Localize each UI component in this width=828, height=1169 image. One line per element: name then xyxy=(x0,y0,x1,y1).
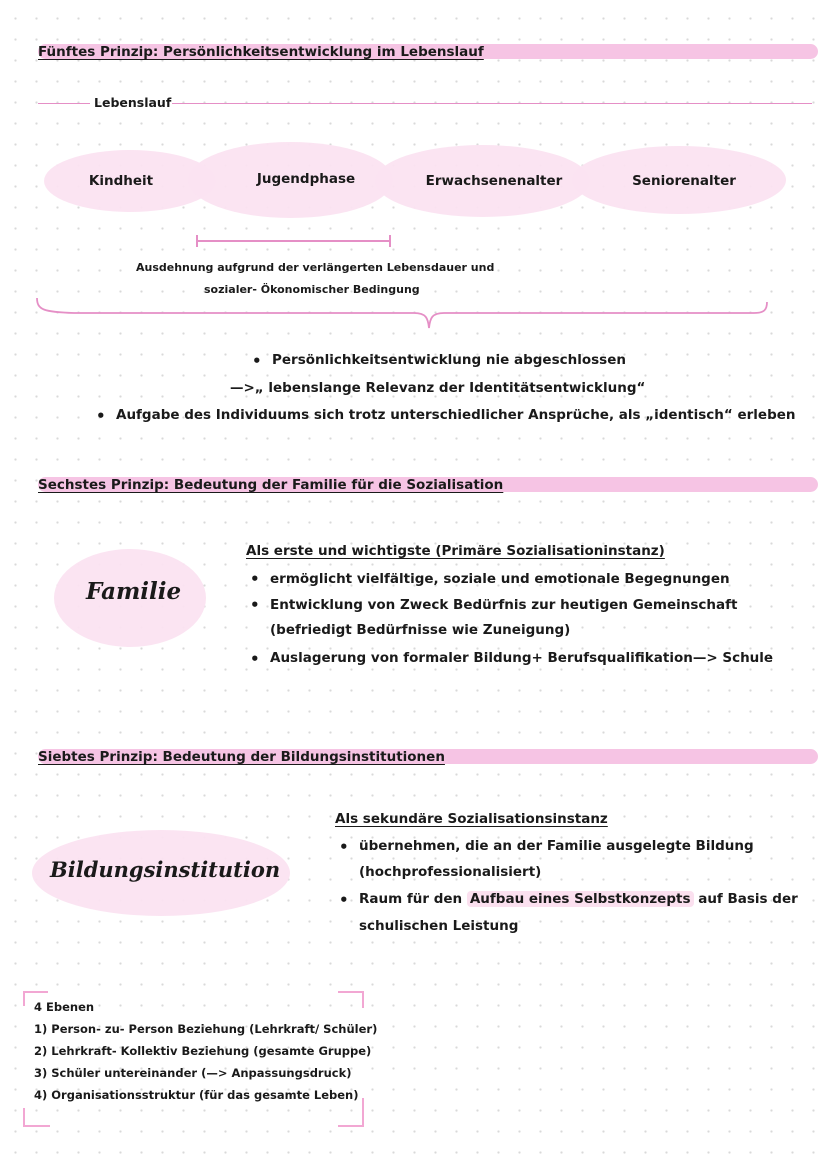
section6-heading: Sechstes Prinzip: Bedeutung der Familie für die Sozialisation xyxy=(38,477,504,493)
familie-bullet-2-continuation: (befriedigt Bedürfnisse wie Zuneigung) xyxy=(270,622,571,638)
timeline-label: Lebenslauf xyxy=(94,95,172,110)
bildung-bullet-2-continuation: schulischen Leistung xyxy=(359,918,519,934)
point-persoenlichkeitsentwicklung: • Persönlichkeitsentwicklung nie abgeschlossen xyxy=(248,352,626,368)
stage-jugendphase: Jugendphase xyxy=(256,171,356,187)
section7-bullet1-list xyxy=(335,838,754,854)
bildung-bullet-1: • übernehmen, die an der Familie ausgelegte Bildung xyxy=(335,838,754,854)
section7-heading: Siebtes Prinzip: Bedeutung der Bildungsinstitutionen xyxy=(38,749,445,765)
bildung-bullet-2-end: auf Basis der xyxy=(698,891,798,907)
stage-erwachsenenalter: Erwachsenenalter xyxy=(425,173,563,189)
bildung-bullet-2 xyxy=(335,891,798,907)
timeline-line-right xyxy=(172,103,812,104)
ebene-3: 3) Schüler untereinander (—> Anpassungsdruck) xyxy=(34,1066,352,1080)
ebene-2: 2) Lehrkraft- Kollektiv Beziehung (gesamte Gruppe) xyxy=(34,1044,372,1058)
bildung-bullet-2-highlight: Aufbau eines Selbstkonzepts xyxy=(467,891,694,907)
expansion-note-line2: sozialer- Ökonomischer Bedingung xyxy=(204,283,420,296)
section6-bullets-last xyxy=(246,650,773,666)
timeline-line-left xyxy=(38,103,90,104)
ebene-4: 4) Organisationsstruktur (für das gesamte Leben) xyxy=(34,1088,359,1102)
familie-bullet-2: • Entwicklung von Zweck Bedürfnis zur heutigen Gemeinschaft xyxy=(246,596,737,614)
stage-seniorenalter: Seniorenalter xyxy=(632,173,736,189)
expansion-range-marker xyxy=(190,233,400,249)
ebenen-title: 4 Ebenen xyxy=(34,1000,95,1014)
section6-subheading: Als erste und wichtigste (Primäre Sozialisationinstanz) xyxy=(246,543,665,559)
bildung-bullet-1-continuation: (hochprofessionalisiert) xyxy=(359,864,542,880)
expansion-note-line1: Ausdehnung aufgrund der verlängerten Lebensdauer und xyxy=(136,261,495,274)
point-aufgabe-individuum: • Aufgabe des Individuums sich trotz unterschiedlicher Ansprüche, als „identisch“ erleben xyxy=(92,407,796,423)
familie-bullet-3: • Auslagerung von formaler Bildung+ Berufsqualifikation—> Schule xyxy=(246,650,773,666)
bildungsinstitution-label: Bildungsinstitution xyxy=(50,857,281,882)
bildung-bullet-2-start: Raum für den xyxy=(359,891,463,907)
section7-subheading: Als sekundäre Sozialisationsinstanz xyxy=(335,811,608,827)
familie-bullet-1: • ermöglicht vielfältige, soziale und emotionale Begegnungen xyxy=(246,570,737,588)
section5-heading: Fünftes Prinzip: Persönlichkeitsentwicklung im Lebenslauf xyxy=(38,44,484,60)
section7-bullet2-list xyxy=(335,891,798,907)
stage-kindheit: Kindheit xyxy=(88,173,154,189)
familie-label: Familie xyxy=(86,578,182,605)
ebene-1: 1) Person- zu- Person Beziehung (Lehrkraft/ Schüler) xyxy=(34,1022,378,1036)
section6-bullets xyxy=(246,570,737,614)
arrow-note: —>„ lebenslange Relevanz der Identitätsentwicklung“ xyxy=(230,380,646,396)
section5-point1-list xyxy=(248,352,626,368)
section5-point2-list xyxy=(92,407,796,423)
curly-brace xyxy=(34,296,774,336)
